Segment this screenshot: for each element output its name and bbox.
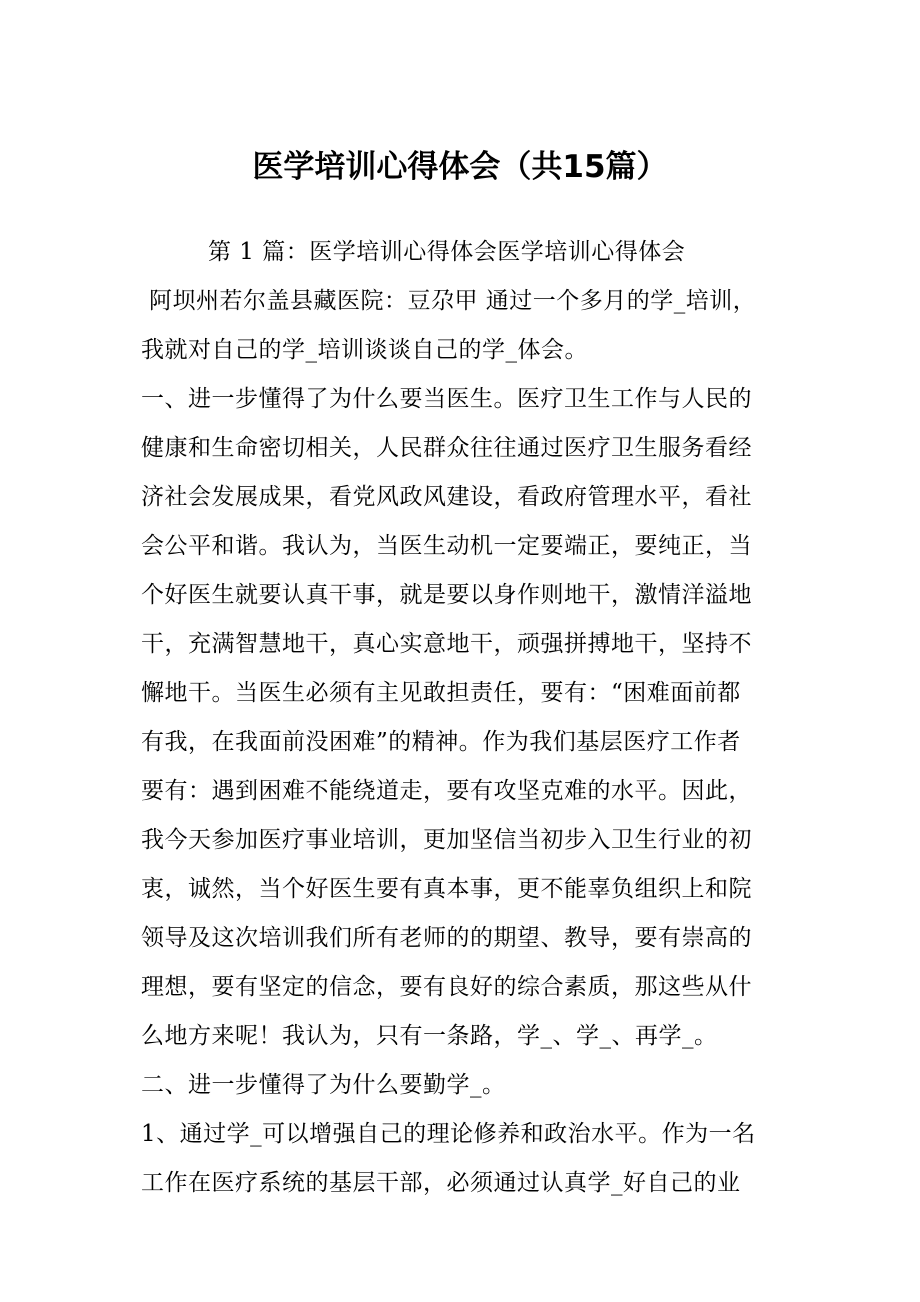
paragraph-line: 1、通过学_可以增强自己的理论修养和政治水平。作为一名 xyxy=(141,1121,756,1147)
document-title: 医学培训心得体会（共15篇） xyxy=(252,149,668,185)
author-line: 阿坝州若尔盖县藏医院：豆尕甲 通过一个多月的学_培训， xyxy=(149,288,757,314)
paragraph-line: 我今天参加医疗事业培训，更加坚信当初步入卫生行业的初 xyxy=(141,827,752,853)
paragraph-line: 健康和生命密切相关，人民群众往往通过医疗卫生服务看经 xyxy=(141,435,752,461)
section-heading-line: 一、进一步懂得了为什么要当医生。医疗卫生工作与人民的 xyxy=(141,386,752,412)
paragraph-line: 干，充满智慧地干，真心实意地干，顽强拼搏地干，坚持不 xyxy=(141,631,752,657)
paragraph-line: 会公平和谐。我认为，当医生动机一定要端正，要纯正，当 xyxy=(141,533,752,559)
document-body xyxy=(141,228,781,1208)
paragraph-line: 理想，要有坚定的信念，要有良好的综合素质，那这些从什 xyxy=(141,974,752,1000)
paragraph-line: 衷，诚然，当个好医生要有真本事，更不能辜负组织上和院 xyxy=(141,876,752,902)
paragraph-line: 要有：遇到困难不能绕道走，要有攻坚克难的水平。因此， xyxy=(141,778,752,804)
paragraph-line: 懈地干。当医生必须有主见敢担责任，要有：“困难面前都 xyxy=(141,680,741,706)
paragraph-line: 个好医生就要认真干事，就是要以身作则地干，激情洋溢地 xyxy=(141,582,752,608)
paragraph-line: 济社会发展成果，看党风政风建设，看政府管理水平，看社 xyxy=(141,484,752,510)
paragraph-line: 我就对自己的学_培训谈谈自己的学_体会。 xyxy=(141,337,588,363)
article-subtitle: 第 1 篇：医学培训心得体会医学培训心得体会 xyxy=(208,239,686,265)
paragraph-line: 么地方来呢！我认为，只有一条路，学_、学_、再学_。 xyxy=(141,1023,718,1049)
paragraph-line: 工作在医疗系统的基层干部，必须通过认真学_好自己的业 xyxy=(141,1170,741,1196)
section-heading-line: 二、进一步懂得了为什么要勤学_。 xyxy=(141,1072,506,1098)
paragraph-line: 领导及这次培训我们所有老师的的期望、教导，要有崇高的 xyxy=(141,925,752,951)
paragraph-line: 有我，在我面前没困难”的精神。作为我们基层医疗工作者 xyxy=(141,729,741,755)
